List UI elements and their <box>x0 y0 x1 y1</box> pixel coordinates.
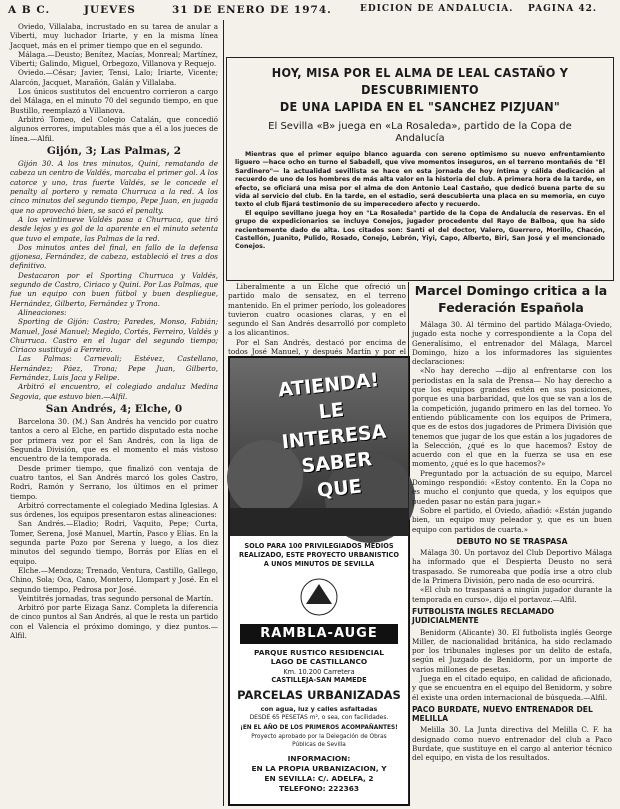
ad-phone: TELEFONO: 222363 <box>278 784 360 793</box>
ad-detail-4: Proyecto aprobado por la Delegación de Obras Públicas de Sevilla <box>251 734 387 748</box>
english-player-para: Juega en el citado equipo, en calidad de aficionado, y que se encuentra en el equipo del Benidorm, y sobre él existe una orden internacional de búsqueda.—Alfil. <box>412 673 612 702</box>
top-story-subhead-1: El Sevilla «B» juega en «La Rosaleda», partido de la Copa de <box>268 121 572 132</box>
ad-info-2: EN LA PROPIA URBANIZACION, Y <box>251 764 387 773</box>
ad-park-1: PARQUE RUSTICO RESIDENCIAL <box>254 648 384 657</box>
left-column <box>10 22 218 807</box>
top-story-headline-1: HOY, MISA POR EL ALMA DE LEAL CASTAÑO Y DESCUBRIMIENTO <box>271 65 569 97</box>
marcel-para: Preguntado por la actuación de su equipo, Marcel Domingo respondió: «Estoy contento. En la Copa no es mucho el conjunto que queda, y los equipos que pueden pasar no están para jugar.» <box>412 468 612 506</box>
marcel-para: «No hay derecho —dijo al enfrentarse con los periodistas en la sala de Prensa— No hay derecho a que los equipos grandes estén en sus posiciones, porque es una barbaridad, que los que se van a los de la competición, jugando primero en las del torneo. Yo entiendo públicamente con los equipos de Primera, que es de estos dos jugadores de Primera División que tenemos que jugar de los que están a los jugadores de la Selección, ¿qué es lo que hacemos? Estoy de acuerdo con el que en la fuerza se usa en ese momento, ¿qué es lo que hacemos?» <box>412 366 612 469</box>
column-rule <box>408 282 409 806</box>
ad-text-3: A UNOS MINUTOS DE SEVILLA <box>263 560 375 568</box>
english-player-para: Benidorm (Alicante) 30. El futbolista inglés George Miller, de nacionalidad británica, ha sido reclamado por los tribunales ingleses por un delito de estafa, según el Juzgado de Benidorm, por un importe de varios millones de pesetas. <box>412 627 612 674</box>
ad-km: Km. 10.200 Carretera <box>283 668 355 676</box>
middle-para: Liberalmente a un Elche que ofreció un partido malo de sensatez, en el terreno mantenido. En el primer período, los goleadores tuvieron cuatro ocasiones claras, y en el segundo el San Andrés desarrolló por completo a los alicantinos. <box>228 282 406 338</box>
marcel-para: Sobre el partido, el Oviedo, añadió: «Están jugando bien, un equipo muy peleador y, que es un buen equipo con partidos de cuarta.» <box>412 505 612 534</box>
san-andres-report-para: Elche.—Mendoza; Trenado, Ventura, Castillo, Gallego, Chino, Sola; Oca, Cano, Montero, Llompart y José. En el segundo tiempo, Pedrosa por José. <box>10 565 218 594</box>
left-intro-para: Oviedo.—César; Javier, Tensi, Lalo; Iriarte, Vicente; Alarcón, Jacquet, Marañón, Galán y Villalaba. <box>10 68 218 87</box>
top-story-subhead-2: Andalucía <box>395 133 445 144</box>
top-story-headline-2: DE UNA LAPIDA EN EL "SANCHEZ PIZJUAN" <box>279 99 561 114</box>
san-andres-report-para: Veintitrés jornadas, tras segundo personal de Martín. <box>18 593 214 603</box>
left-intro-para: Málaga.—Deusto; Benítez, Macías, Monreal; Martínez, Viberti; Galindo, Miguel, Orbegozo, Villanova y Requejo. <box>10 49 218 69</box>
gijon-report-para: Sporting de Gijón: Castro; Paredes, Monso, Fabián; Manuel, José Manuel; Megido, Cortés, Ferreiro, Valdés y Churruca. Castro en el lugar del segundo tiempo; Ciriaco sustituyó a Ferreiro. <box>10 317 218 355</box>
middle-column <box>228 282 406 357</box>
ad-detail-3: ¡EN EL AÑO DE LOS PRIMEROS ACOMPAÑANTES! <box>240 725 398 731</box>
header-day: JUEVES <box>84 4 136 16</box>
ad-road: CASTILLEJA-SAN MAMEDE <box>271 676 367 684</box>
left-intro-para: Los únicos sustitutos del encuentro corrieron a cargo del Málaga, en el minuto 70 del segundo tiempo, en que Bustillo, reemplazó a Villanova. <box>10 87 218 115</box>
deusto-para: «El club no traspasará a ningún jugador durante la temporada en curso», dijo el portavoz.—Alfil. <box>412 585 612 604</box>
ad-text-2: REALIZADO, ESTE PROYECTO URBANISTICO <box>239 551 399 559</box>
ad-brand: RAMBLA-AUGE <box>240 624 398 644</box>
melilla-coach-para: Melilla 30. La Junta directiva del Melilla C. F. ha designado como nuevo entrenador del club a Paco Burdate, que sustituye en el cargo al anterior técnico del equipo, en vista de los resultados. <box>412 725 612 763</box>
top-story-body-2: El equipo sevillano juega hoy en "La Rosaleda" partido de la Copa de Andalucía de reservas. En el grupo de expedicionarios se incluye Conejos, jugador procedente del Rayo de Balboa, que ha sido recientemente dado de alta. Los citados son: Santi el del doctor, Valero, Guerrero, Morillo, Chacón, Castellón, Juanito, Pulido, Rosado, Conejo, Lebrón, Yiyi, Capo, Alberto, Biri, San José y el mencionado Conejos. <box>235 209 605 251</box>
ad-text-1: SOLO PARA 100 PRIVILEGIADOS MEDIOS <box>244 542 394 550</box>
ad-photo <box>230 358 408 536</box>
real-estate-ad <box>228 356 410 806</box>
middle-para: Por el San Andrés, destacó por encima de todos José Manuel, y después Martín y por el <box>228 337 406 357</box>
column-rule <box>223 20 224 806</box>
left-intro-para: Arbitró Tomeo, del Colegio Catalán, que concedió algunos errores, imputables más que a él a los jueces de línea.—Alfil. <box>10 114 218 143</box>
top-story-box <box>226 57 614 281</box>
paper-name: A B C. <box>8 4 51 16</box>
deusto-para: Málaga 30. Un portavoz del Club Deportivo Málaga ha informado que el Despierta Deusto no será traspasado. Se rumoreaba que podía irse a otro club de la Primera División, pero nada de eso ocurrirá. <box>412 548 612 586</box>
san-andres-report-para: Arbitró por parte Eizaga Sanz. Completa la diferencia de cinco puntos al San Andrés, al que le resta un partido con el Valencia el próximo domingo, y diez puntos.—Alfil. <box>10 603 218 640</box>
left-intro-para: Oviedo, Villalaba, incrustado en su tarea de anular a Viberti, muy luchador Iriarte, y en la misma línea Jacquet, más en el primer tiempo que en el segundo. <box>10 22 218 50</box>
gijon-report-para: Gijón 30. A los tres minutos, Quini, rematando de cabeza un centro de Valdés, marcaba el primer gol. A los catorce y uno, tras fuerte Valdés, se le concede el penalty al portero y remata Churruca a la red. A los cinco minutos del segundo tiempo, Pepe Juan, en jugada que no aprovechó bien, se sacó el penalty. <box>10 159 218 215</box>
match-heading-gijon: Gijón, 3; Las Palmas, 2 <box>46 144 182 157</box>
san-andres-report-para: Barcelona 30. (M.) San Andrés ha vencido por cuatro tantos a cero al Elche, en partido disputado esta noche por primera vez por el San Andrés, con la liga de Segunda División, que es el momento el más vistoso encuentro de la temporada. <box>10 417 218 464</box>
gijon-report-para: A los veintinueve Valdés pasa a Churruca, que tiró desde lejos y es gol de la aparente en el minuto setenta que tuvo el empate, las Palmas de la red. <box>10 214 218 243</box>
ad-info-3: EN SEVILLA: C/. ADELFA, 2 <box>264 774 374 783</box>
top-story-body-1: Mientras que el primer equipo blanco aguarda con sereno optimismo su nuevo enfrentamiento liguero —hace ocho en turno el Sabadell, que vive momentos inseguros, en el terreno montañés de "El Sardinero"— la actualidad sevillista se hace en esta jornada de hoy íntima y cálida dedicación al recuerdo de uno de los hombres de más alta valor en la historia del club. A primera hora de la tarde, en efecto, se oficiará una misa por el alma de don Antonio Leal Castaño, que dedicó buena parte de su vida al servicio del club. En la tarde, en el estadio, será descubierta una placa en su memoria, en cuyo texto el club fijará testimonio de su imperecedero afecto y recuerdo. <box>235 151 605 209</box>
right-column <box>412 320 612 807</box>
san-andres-report-para: Desde primer tiempo, que finalizó con ventaja de cuatro tantos, el San Andrés marcó los goles Castro, Rodri, Ramón y Serrano, los últimos en el primer tiempo. <box>10 463 218 501</box>
ad-detail-1: con agua, luz y calles asfaltadas <box>260 705 378 713</box>
gijon-report-para: Dos minutos antes del final, en fallo de la defensa gijonesa, Fernández, de cabeza, estableció el tres a dos definitivo. <box>10 242 218 271</box>
ad-detail-2: DESDE 65 PESETAS m², o sea, con facilidades. <box>249 714 389 721</box>
header-edition: EDICION DE ANDALUCIA. <box>360 4 514 14</box>
gijon-report-para: Las Palmas: Carnevali; Estévez, Castellano, Hernández; Páez, Trona; Pepe Juan, Gilberto, Fernández, Luis Jaca y Felipe. <box>10 354 218 382</box>
ad-headline: ATIENDA! LE INTERESA SABER QUE <box>277 369 388 502</box>
header-date: 31 DE ENERO DE 1974. <box>172 4 332 16</box>
marcel-domingo-title: Marcel Domingo critica a la Federación Española <box>414 283 608 315</box>
page-header <box>8 2 612 18</box>
match-heading-san-andres: San Andrés, 4; Elche, 0 <box>45 402 183 415</box>
header-page: PAGINA 42. <box>528 4 597 14</box>
gijon-report-para: Arbitró el encuentro, el colegiado andaluz Medina Segovia, que estuvo bien.—Alfil. <box>10 382 218 401</box>
deusto-heading: DEBUTO NO SE TRASPASA <box>456 536 568 546</box>
marcel-domingo-box <box>410 282 612 318</box>
gijon-report-para: Alineaciones: <box>18 307 67 317</box>
marcel-para: Málaga 30. Al término del partido Málaga-Oviedo, jugado esta noche y correspondiente a la Copa del Generalísimo, el entrenador del Málaga, Marcel Domingo, hizo a los informadores las siguientes declaraciones: <box>412 320 612 367</box>
san-andres-report-para: Arbitró correctamente el colegiado Medina Iglesias. A sus órdenes, los equipos presentaron estas alineaciones: <box>10 500 218 520</box>
ad-logo-graphic <box>230 574 408 620</box>
english-player-heading: FUTBOLISTA INGLES RECLAMADO JUDICIALMENTE <box>412 606 555 626</box>
san-andres-report-para: San Andrés.—Eladio; Rodri, Vaquito, Pepe; Curta, Tomer, Serena, José Manuel, Martín, Pasco y Elías. En la segunda parte Pozo por Serena y luego, a los diez minutos del segundo tiempo, Borrás por Elías en el equipo. <box>10 519 218 566</box>
ad-park-2: LAGO DE CASTILLANCO <box>270 657 368 666</box>
gijon-report-para: Destacaron por el Sporting Churruca y Valdés, segundo de Castro, Ciriaco y Quini. Por Las Palmas, que fue un equipo con buen fútbol y buen despliegue, Hernández, Gilberto, Fernández y Trona. <box>10 270 218 308</box>
melilla-coach-heading: PACO BURDATE, NUEVO ENTRENADOR DEL MELILLA <box>412 704 593 724</box>
ad-parcels: PARCELAS URBANIZADAS <box>237 688 401 702</box>
ad-info-1: INFORMACION: <box>287 754 351 763</box>
